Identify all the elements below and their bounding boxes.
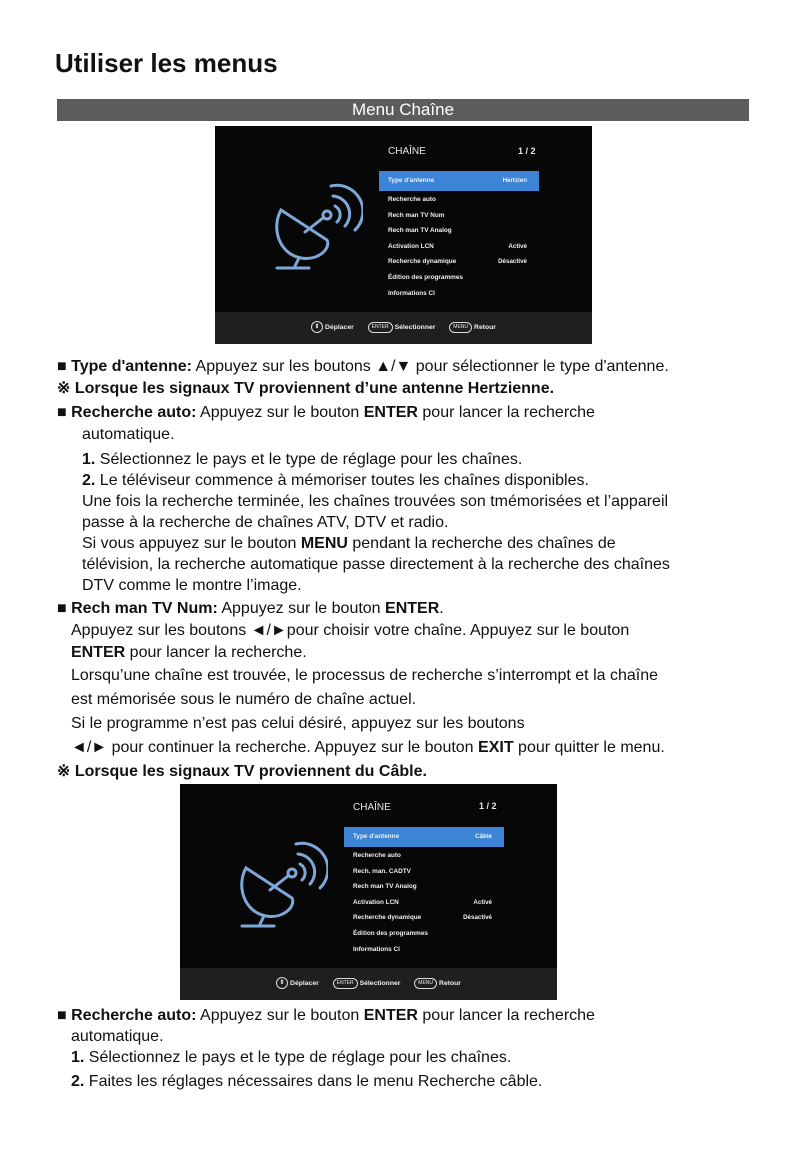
menu-item-value: Désactivé: [498, 258, 527, 266]
page-indicator: 1 / 2: [518, 146, 536, 156]
text-line: Une fois la recherche terminée, les chaînes trouvées son tmémorisées et l’appareil: [82, 493, 669, 510]
menu-item-informations-ci[interactable]: [379, 286, 539, 302]
menu-item-rech-man-tv-analog[interactable]: [379, 223, 539, 239]
menu-item-label: Activation LCN: [353, 898, 399, 906]
menu-item-label: Recherche auto: [388, 196, 436, 203]
channel-menu-list: [344, 827, 504, 957]
menu-item-recherche-dynamique[interactable]: [379, 254, 539, 270]
menu-item-recherche-auto[interactable]: [379, 192, 539, 208]
menu-item-label: Activation LCN: [388, 242, 434, 250]
channel-menu-list: [379, 171, 539, 301]
text-line: 2. Faites les réglages nécessaires dans le menu Recherche câble.: [71, 1073, 543, 1090]
menu-item-recherche-dynamique[interactable]: [344, 910, 504, 926]
hint-move: ⇕ Déplacer: [311, 312, 354, 344]
menu-item-value: Désactivé: [463, 914, 492, 922]
tv-footer-hints: [215, 312, 592, 344]
menu-item-label: Édition des programmes: [353, 929, 428, 937]
text-line: Si vous appuyez sur le bouton MENU pendant la recherche des chaînes de: [82, 535, 616, 552]
satellite-dish-icon: [267, 182, 363, 274]
tv-screen-hertzien: [215, 126, 592, 344]
menu-key-icon: MENU: [414, 978, 437, 989]
para-type-antenne: ■ Type d'antenne: Appuyez sur les boutons ▲/▼ pour sélectionner le type d'antenne.: [57, 358, 669, 375]
page-title: Utiliser les menus: [55, 48, 278, 78]
menu-item-value: Activé: [508, 242, 527, 250]
text-line: Lorsqu’une chaîne est trouvée, le processus de recherche s’interrompt et la chaîne: [71, 667, 658, 684]
text-line: 2. Le téléviseur commence à mémoriser toutes les chaînes disponibles.: [82, 472, 589, 489]
text-line: ◄/► pour continuer la recherche. Appuyez sur le bouton EXIT pour quitter le menu.: [71, 739, 665, 756]
text-line: DTV comme le montre l’image.: [82, 577, 302, 594]
updown-icon: ⇕: [276, 977, 288, 989]
text-line: ENTER pour lancer la recherche.: [71, 644, 307, 661]
para-rech-man-tv-num: ■ Rech man TV Num: Appuyez sur le bouton ENTER.: [57, 600, 444, 617]
text-line: est mémorisée sous le numéro de chaîne actuel.: [71, 691, 417, 708]
menu-item-informations-ci[interactable]: [344, 942, 504, 958]
menu-item-rech-man-tv-analog[interactable]: [344, 879, 504, 895]
tv-footer-hints: [180, 968, 557, 1000]
hint-select: ENTER Sélectionner: [368, 312, 436, 344]
menu-item-value: Câble: [475, 833, 492, 840]
text-line: passe à la recherche de chaînes ATV, DTV et radio.: [82, 514, 449, 531]
menu-item-label: Rech. man. CADTV: [353, 867, 411, 875]
menu-item-value: Hertzien: [502, 177, 527, 184]
text-line: 1. Sélectionnez le pays et le type de réglage pour les chaînes.: [82, 451, 523, 468]
tv-screen-cable: [180, 784, 557, 1000]
menu-title: CHAÎNE: [353, 802, 391, 813]
menu-item-label: Édition des programmes: [388, 273, 463, 281]
para-recherche-auto-cable: ■ Recherche auto: Appuyez sur le bouton ENTER pour lancer la recherche: [57, 1007, 595, 1024]
menu-item-type-antenne[interactable]: [344, 827, 504, 847]
menu-item-label: Rech man TV Analog: [388, 227, 452, 235]
enter-key-icon: ENTER: [333, 978, 358, 989]
menu-item-label: Type d'antenne: [388, 177, 435, 184]
text-line: Appuyez sur les boutons ◄/►pour choisir votre chaîne. Appuyez sur le bouton: [71, 622, 630, 639]
menu-item-rech-man-tv-num[interactable]: [379, 208, 539, 224]
hint-back: MENU Retour: [449, 312, 496, 344]
menu-item-type-antenne[interactable]: [379, 171, 539, 191]
menu-title: CHAÎNE: [388, 146, 426, 157]
menu-item-edition-programmes[interactable]: [379, 270, 539, 286]
menu-item-label: Type d'antenne: [353, 833, 400, 840]
menu-item-label: Rech man TV Num: [388, 211, 445, 219]
text-line: automatique.: [71, 1028, 164, 1045]
hint-back: MENU Retour: [414, 968, 461, 1000]
note-cable: ※ Lorsque les signaux TV proviennent du Câble.: [57, 763, 427, 780]
text-line: Si le programme n’est pas celui désiré, appuyez sur les boutons: [71, 715, 525, 732]
menu-item-value: Activé: [473, 898, 492, 906]
menu-item-recherche-auto[interactable]: [344, 848, 504, 864]
menu-item-label: Informations CI: [388, 289, 435, 297]
para-recherche-auto: ■ Recherche auto: Appuyez sur le bouton ENTER pour lancer la recherche: [57, 404, 595, 421]
section-header-menu-chaine: Menu Chaîne: [57, 99, 749, 121]
menu-item-label: Recherche dynamique: [353, 914, 422, 922]
menu-item-edition-programmes[interactable]: [344, 926, 504, 942]
text-line: automatique.: [82, 426, 175, 443]
menu-item-label: Recherche auto: [353, 852, 401, 859]
menu-item-activation-lcn[interactable]: [344, 895, 504, 911]
menu-item-label: Rech man TV Analog: [353, 883, 417, 891]
satellite-dish-icon: [232, 840, 328, 932]
menu-item-rech-man-cadtv[interactable]: [344, 864, 504, 880]
enter-key-icon: ENTER: [368, 322, 393, 333]
menu-item-label: Recherche dynamique: [388, 258, 457, 266]
text-line: 1. Sélectionnez le pays et le type de réglage pour les chaînes.: [71, 1049, 512, 1066]
note-hertzien: ※ Lorsque les signaux TV proviennent d’une antenne Hertzienne.: [57, 380, 555, 397]
updown-icon: ⇕: [311, 321, 323, 333]
hint-move: ⇕ Déplacer: [276, 968, 319, 1000]
text-line: télévision, la recherche automatique passe directement à la recherche des chaînes: [82, 556, 670, 573]
hint-select: ENTER Sélectionner: [333, 968, 401, 1000]
menu-item-activation-lcn[interactable]: [379, 239, 539, 255]
menu-key-icon: MENU: [449, 322, 472, 333]
menu-item-label: Informations CI: [353, 945, 400, 953]
page-indicator: 1 / 2: [479, 801, 497, 811]
